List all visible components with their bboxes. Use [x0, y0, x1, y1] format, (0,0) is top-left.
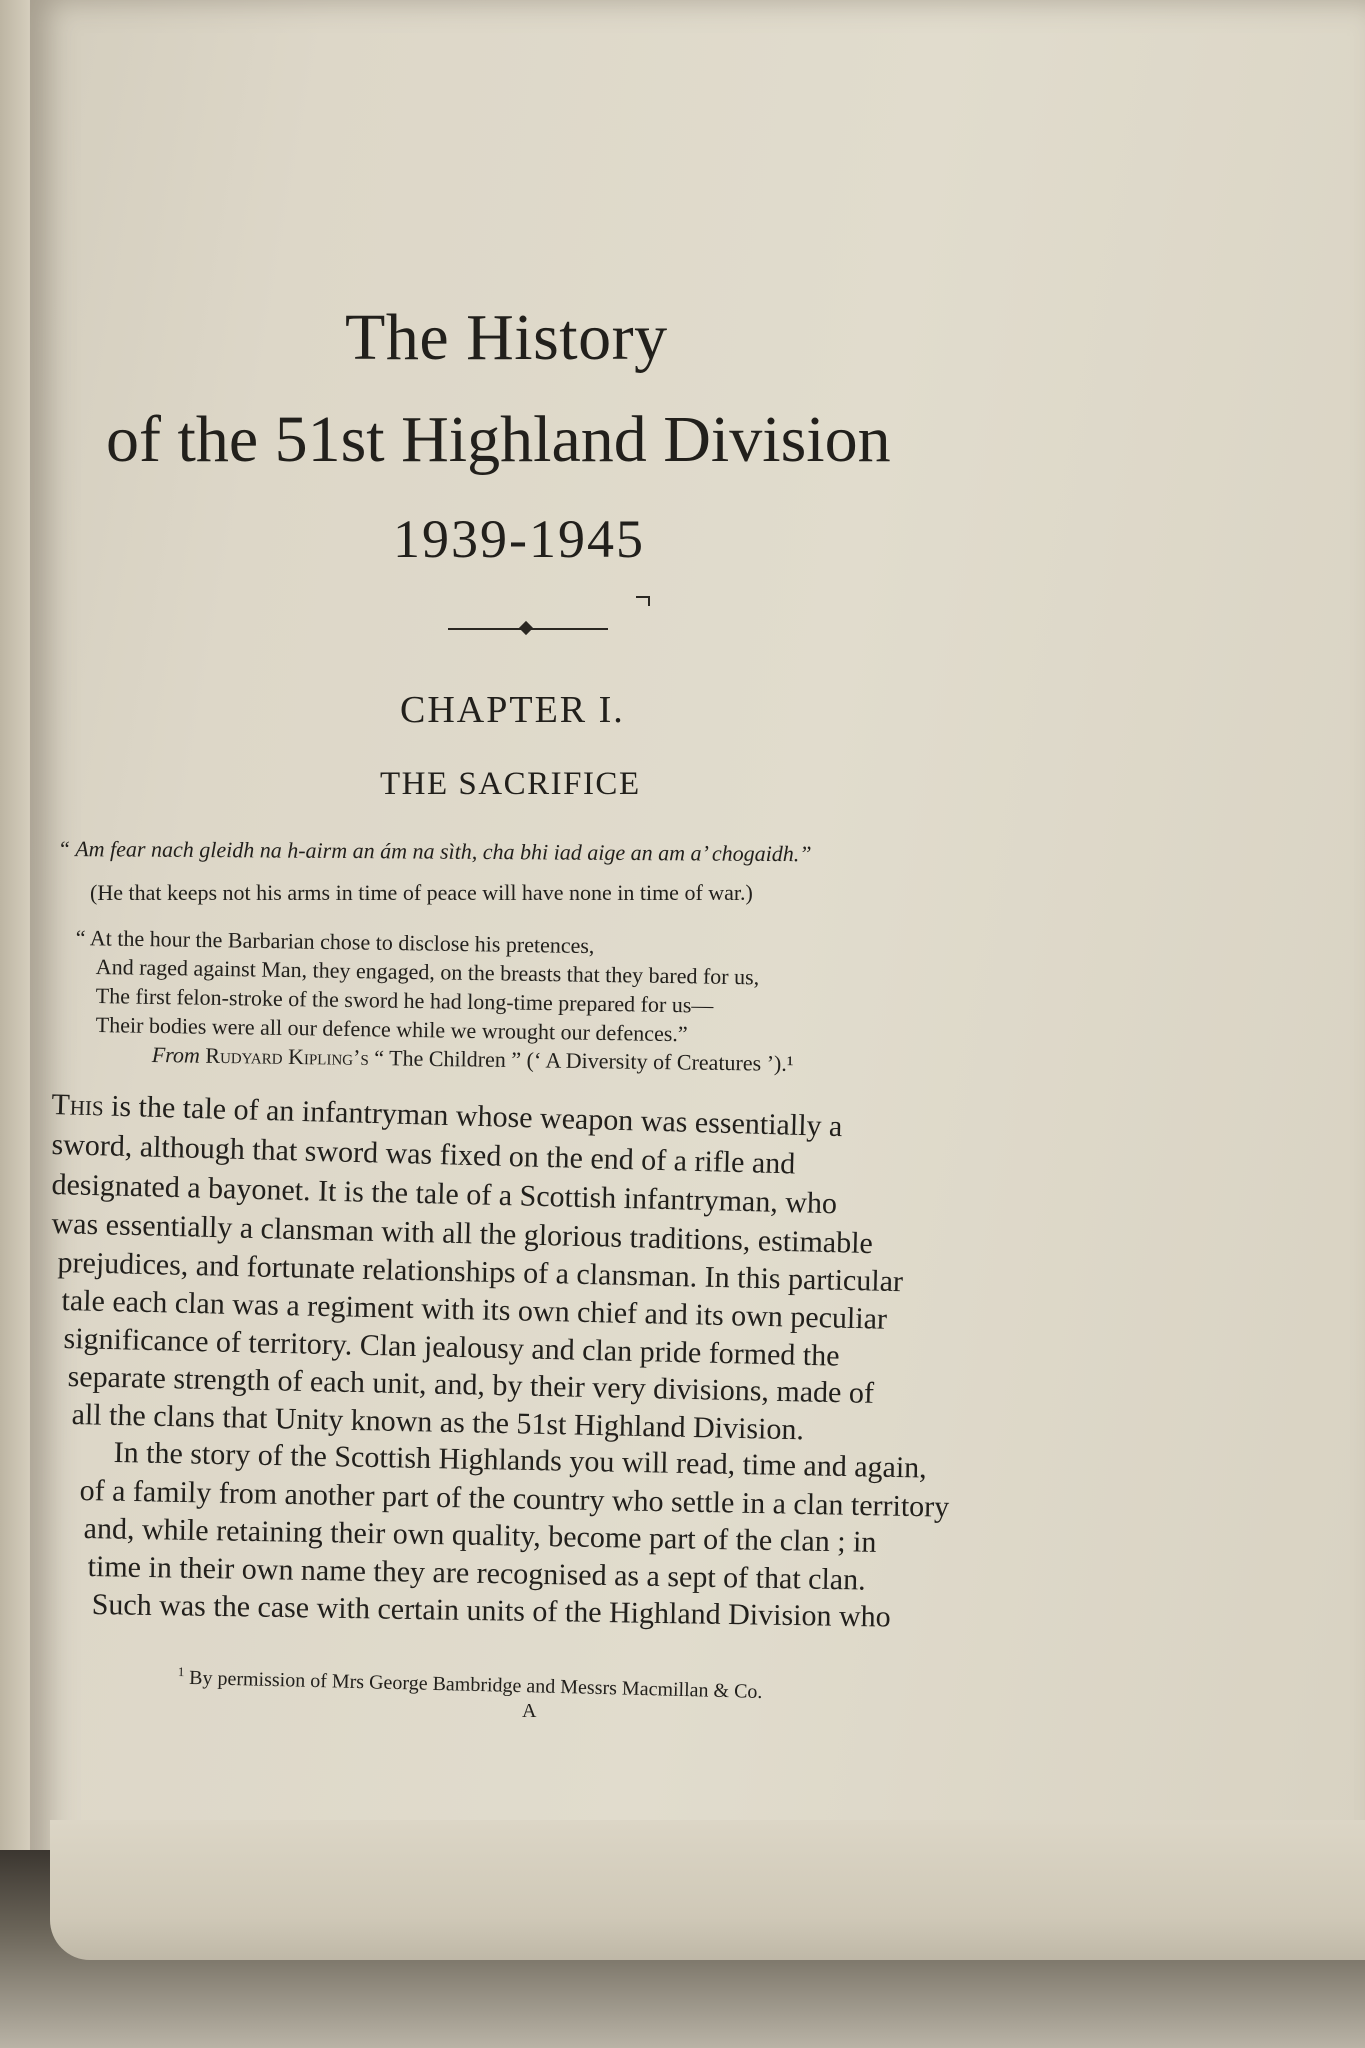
body-paragraph-line: separate strength of each unit, and, by their very divisions, made of: [67, 1360, 875, 1410]
page-bottom-curl: [50, 1820, 1365, 1960]
body-paragraph-line: tale each clan was a regiment with its own chief and its own peculiar: [61, 1284, 888, 1336]
epigraph-translation: (He that keeps not his arms in time of peace will have none in time of war.): [90, 880, 753, 905]
body-paragraph-line: In the story of the Scottish Highlands you will read, time and again,: [113, 1436, 928, 1485]
poem-line: Their bodies were all our defence while we wrought our defences.”: [95, 1012, 688, 1047]
body-paragraph-line: This is the tale of an infantryman whose weapon was essentially a: [51, 1088, 843, 1144]
signature-mark: A: [522, 1700, 537, 1722]
attribution-work: “ The Children ” (‘ A Diversity of Creatures ’).¹: [374, 1045, 794, 1076]
body-paragraph-line: sword, although that sword was fixed on the end of a rifle and: [51, 1128, 796, 1181]
body-paragraph-line: was essentially a clansman with all the glorious traditions, estimable: [51, 1207, 874, 1261]
attribution-author: Rudyard Kipling’s: [205, 1042, 369, 1071]
drop-word: This: [51, 1088, 105, 1123]
footnote-marker: 1: [177, 1664, 185, 1680]
book-title-line-2: of the 51st Highland Division: [106, 403, 891, 476]
body-paragraph-line: prejudices, and fortunate relationships of a clansman. In this particular: [57, 1246, 904, 1299]
stray-print-mark: [636, 596, 650, 606]
chapter-title: THE SACRIFICE: [380, 766, 641, 802]
body-paragraph-line: and, while retaining their own quality, become part of the clan ; in: [83, 1512, 877, 1559]
attribution-from: From: [151, 1042, 201, 1068]
poem-line: “ At the hour the Barbarian chose to disclose his pretences,: [75, 925, 595, 959]
book-years: 1939-1945: [393, 509, 645, 569]
epigraph-gaelic: “ Am fear nach gleidh na h-airm an ám na sìth, cha bhi iad aige an am a’ chogaidh.”: [57, 836, 812, 867]
body-paragraph-line: time in their own name they are recognised as a sept of that clan.: [87, 1550, 866, 1597]
chapter-number: CHAPTER I.: [400, 689, 625, 731]
poem-line: And raged against Man, they engaged, on the breasts that they bared for us,: [95, 954, 760, 990]
body-paragraph-line: of a family from another part of the country who settle in a clan territory: [79, 1474, 950, 1524]
body-paragraph-line: designated a bayonet. It is the tale of a Scottish infantryman, who: [51, 1168, 838, 1221]
body-paragraph-line: all the clans that Unity known as the 51st Highland Division.: [71, 1398, 805, 1447]
footnote-text: By permission of Mrs George Bambridge and Messrs Macmillan & Co.: [188, 1666, 763, 1703]
body-paragraph-line: Such was the case with certain units of the Highland Division who: [91, 1588, 891, 1634]
book-title-line-1: The History: [345, 301, 668, 374]
poem-line: The first felon-stroke of the sword he had long-time prepared for us—: [95, 983, 714, 1018]
body-paragraph-line: significance of territory. Clan jealousy and clan pride formed the: [63, 1322, 840, 1373]
